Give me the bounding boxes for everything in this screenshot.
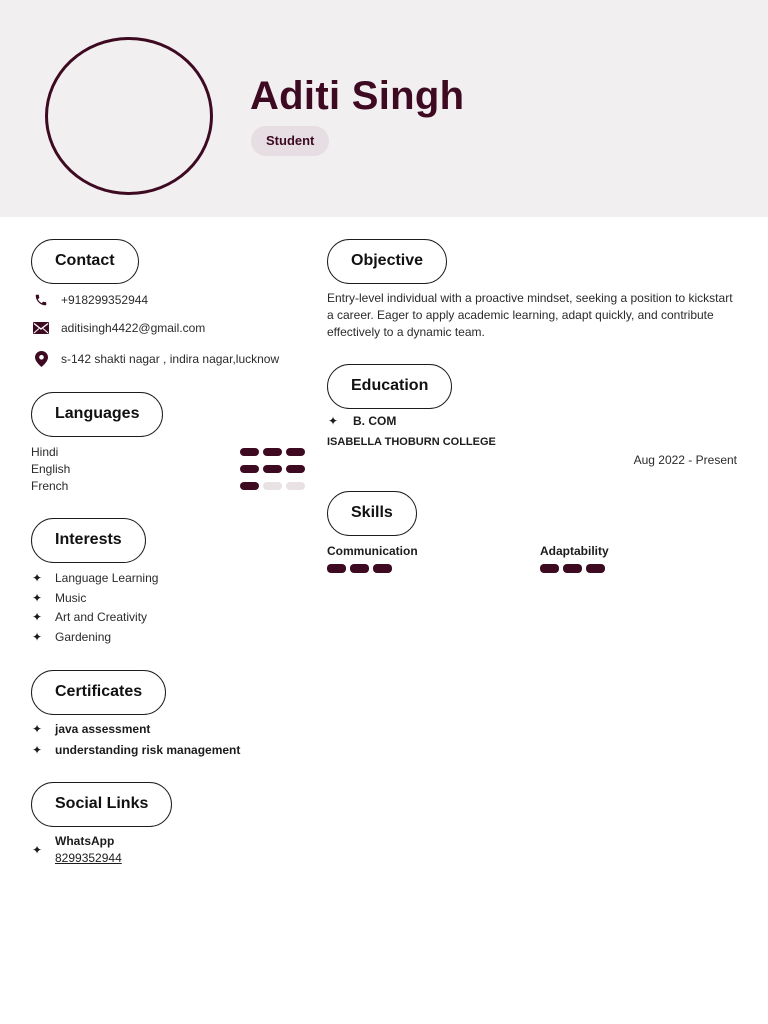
sparkle-icon: ✦: [31, 610, 43, 625]
person-name: Aditi Singh: [250, 74, 465, 118]
objective-heading: Objective: [327, 239, 447, 284]
certificate-label: java assessment: [55, 722, 151, 736]
rating-dot-filled: [263, 448, 282, 456]
social-item-whatsapp: [31, 834, 122, 865]
address-text: s-142 shakti nagar , indira nagar,lucknow: [61, 352, 280, 366]
skill-label: Communication: [327, 544, 418, 558]
interest-label: Music: [55, 590, 87, 605]
interests-heading: Interests: [31, 518, 146, 563]
education-dates: Aug 2022 - Present: [633, 453, 737, 467]
social-label: WhatsApp: [55, 834, 115, 848]
interest-label: Gardening: [55, 630, 112, 645]
location-pin-icon: [31, 351, 51, 367]
phone-text: +918299352944: [61, 293, 149, 307]
rating-dot-empty: [263, 482, 282, 490]
rating-dots: [327, 564, 418, 573]
envelope-icon: [31, 322, 51, 334]
phone-icon: [31, 293, 51, 307]
interest-item: [31, 630, 111, 644]
sparkle-icon: ✦: [31, 842, 43, 857]
rating-dot-filled: [240, 448, 259, 456]
social-links-heading: Social Links: [31, 782, 172, 827]
contact-heading: Contact: [31, 239, 139, 284]
email-text: aditisingh4422@gmail.com: [61, 321, 206, 335]
contact-phone: [31, 293, 148, 307]
rating-dots: [240, 482, 305, 490]
whatsapp-link[interactable]: 8299352944: [55, 851, 122, 865]
rating-dot-filled: [240, 482, 259, 490]
sparkle-icon: ✦: [31, 743, 43, 757]
rating-dots: [540, 564, 609, 573]
degree-text: B. COM: [353, 414, 397, 428]
rating-dot-filled: [240, 465, 259, 473]
contact-address: [31, 351, 279, 367]
rating-dot-filled: [350, 564, 369, 573]
rating-dot-filled: [286, 448, 305, 456]
rating-dot-empty: [286, 482, 305, 490]
sparkle-icon: ✦: [31, 630, 43, 645]
certificates-heading: Certificates: [31, 670, 166, 715]
profile-photo: [45, 37, 213, 195]
interest-item: [31, 571, 158, 585]
rating-dot-filled: [540, 564, 559, 573]
contact-email: [31, 321, 205, 335]
languages-heading: Languages: [31, 392, 163, 437]
language-label: English: [31, 462, 71, 476]
language-label: French: [31, 479, 69, 493]
rating-dot-filled: [373, 564, 392, 573]
rating-dot-filled: [263, 465, 282, 473]
rating-dot-filled: [286, 465, 305, 473]
certificate-item: [31, 743, 240, 757]
language-row: [31, 444, 305, 460]
sparkle-icon: ✦: [327, 414, 339, 428]
language-label: Hindi: [31, 445, 59, 459]
education-heading: Education: [327, 364, 452, 409]
rating-dots: [240, 465, 305, 473]
interest-label: Art and Creativity: [55, 610, 148, 625]
language-row: [31, 478, 305, 494]
rating-dots: [240, 448, 305, 456]
skill-item: [327, 544, 418, 573]
rating-dot-filled: [327, 564, 346, 573]
skill-item: [540, 544, 609, 573]
certificate-label: understanding risk management: [55, 743, 241, 757]
rating-dot-filled: [586, 564, 605, 573]
interest-item: [31, 591, 86, 605]
skill-label: Adaptability: [540, 544, 609, 558]
interest-item: [31, 610, 147, 624]
skills-heading: Skills: [327, 491, 417, 536]
sparkle-icon: ✦: [31, 590, 43, 605]
objective-text: Entry-level individual with a proactive mindset, seeking a position to kickstart a career. Eager to apply academic learning, adapt quickly, and contribute effectively to a dynamic team.: [327, 291, 733, 339]
role-badge: Student: [251, 126, 329, 156]
language-row: [31, 461, 305, 477]
rating-dot-filled: [563, 564, 582, 573]
sparkle-icon: ✦: [31, 722, 43, 736]
sparkle-icon: ✦: [31, 571, 43, 585]
interest-label: Language Learning: [55, 571, 159, 585]
certificate-item: [31, 722, 150, 736]
header-banner: [0, 0, 768, 217]
education-degree: [327, 414, 396, 428]
education-school: ISABELLA THOBURN COLLEGE: [327, 436, 496, 448]
